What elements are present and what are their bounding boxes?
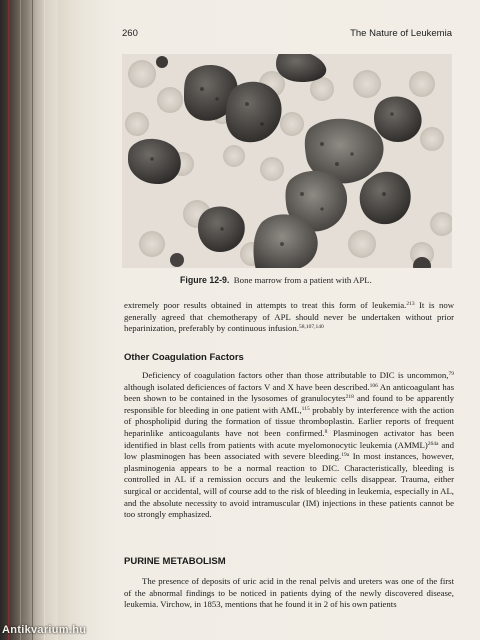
citation: 8 [324, 428, 328, 435]
running-title: The Nature of Leukemia [350, 28, 452, 39]
text-span: In most instances, however, plasminogenia appears to be a normal reaction to DIC. Characteristically, bleeding is controlled in AL if a remission occurs and the leukemic cells disappear. Trauma, either surgical or accidental, will of course add to the risk of bleeding in leukemia, especially in AL, and the absolute necessity to avoid intramuscular (IM) injections in these patients cannot be too strongly emphasized. [124, 451, 454, 520]
book-binding-edge [0, 0, 62, 640]
page-edge-line [20, 0, 21, 640]
text-span: extremely poor results obtained in attempts to treat this form of leukemia. [124, 300, 407, 310]
text-span: probably by interference with the action of phospholipid during the formation of tissue thromboplastin. Earlier reports of frequent heparinlike anticoagulants have not been confirmed. [124, 404, 454, 438]
text-span: Plasminogen activator has been identified in blast cells from patients with acute myelomonocytic leukemia (AMML) [124, 427, 454, 450]
citation: 264a [427, 440, 439, 447]
citation: 115 [301, 405, 310, 412]
section-heading-purine: PURINE METABOLISM [124, 556, 226, 567]
page-edge-line [8, 0, 9, 640]
citation: 19a [341, 452, 350, 459]
text-span: It is now generally agreed that chemotherapy of APL should never be undertaken without prior heparinization, preferably by continuous infusion. [124, 300, 455, 334]
text-span: and found to be apparently responsible for bleeding in one patient with AML, [124, 393, 454, 415]
micrograph-figure [122, 54, 452, 268]
page-number: 260 [122, 28, 138, 39]
text-span: The presence of deposits of uric acid in the renal pelvis and ureters was one of the first of the abnormal findings to be noticed in patients dying of the newly discovered disease, leukemia. Virchow, in 1853, mentions that he found it in 2 of his own patients [124, 576, 454, 610]
text-span: An anticoagulant has been shown to be contained in the lysosomes of granulocytes [124, 381, 454, 404]
watermark: Antikvarium.hu [2, 624, 87, 636]
text-span: although isolated deficiences of factors V and X have been described. [124, 381, 370, 392]
figure-label: Figure 12-9. [180, 275, 230, 285]
text-span: and low plasminogen has been associated with severe bleeding. [124, 439, 455, 462]
citation: 213 [406, 301, 415, 307]
paragraph-continuation [124, 300, 454, 335]
citation: 58,107,140 [298, 324, 324, 331]
text-span: Deficiency of coagulation factors other than those attributable to DIC is uncommon, [142, 370, 449, 380]
paragraph-purine [124, 576, 454, 611]
citation: 218 [345, 394, 354, 401]
citation: 79 [448, 371, 454, 377]
paragraph-coagulation [124, 370, 454, 521]
citation: 106 [369, 382, 378, 389]
page-edge-line [44, 0, 45, 640]
section-heading-coagulation: Other Coagulation Factors [124, 352, 244, 363]
figure-caption-text: Bone marrow from a patient with APL. [233, 275, 372, 285]
page-header [60, 28, 452, 42]
bone-marrow-micrograph [122, 54, 452, 268]
figure-caption [180, 275, 460, 285]
page-edge-line [32, 0, 33, 640]
